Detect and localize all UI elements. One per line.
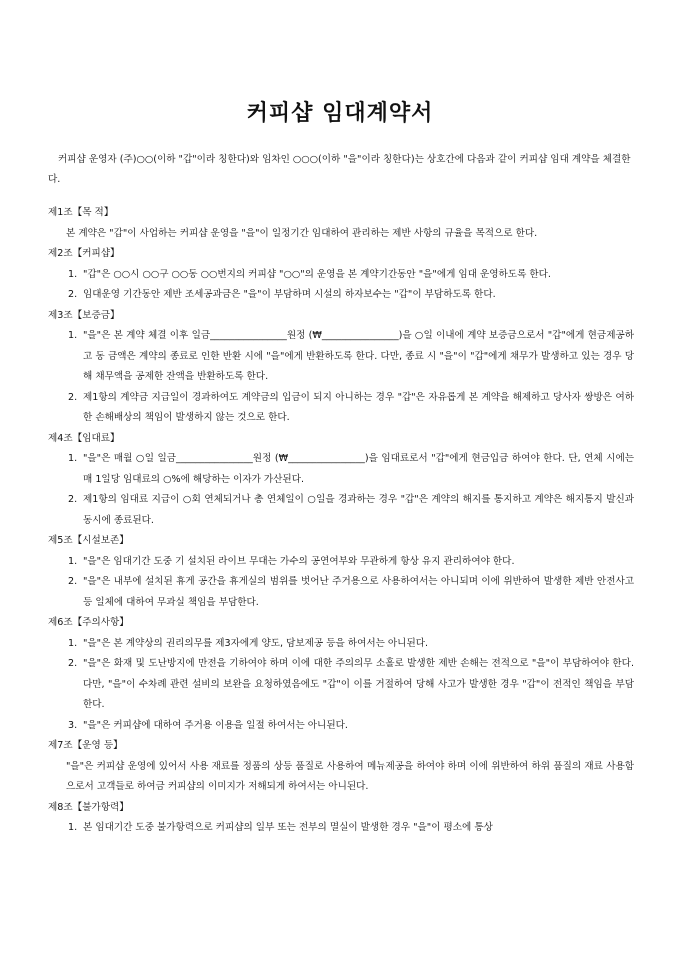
article-item [48, 572, 634, 613]
intro-paragraph: 커피샵 운영자 (주)○○(이하 "갑"이라 칭한다)와 임차인 ○○○(이하 "을"이라 칭한다)는 상호간에 다음과 같이 커피샵 임대 계약을 체결한다. [48, 154, 631, 185]
item-number: 1. [68, 330, 78, 341]
article-item [48, 552, 634, 573]
item-number: 2. [68, 576, 78, 587]
article-1 [48, 203, 634, 244]
item-text: 제1항의 임대료 지급이 ○회 연체되거나 총 연체일이 ○일을 경과하는 경우 "갑"은 계약의 해지를 통지하고 계약은 해지통지 발신과 동시에 종료된다. [83, 494, 634, 526]
document-title: 커피샵 임대계약서 [246, 101, 434, 126]
item-text: 본 임대기간 도중 불가항력으로 커피샵의 일부 또는 전부의 멸실이 발생한 경우 "을"이 평소에 통상 [83, 822, 493, 833]
item-text: 제1항의 계약금 지급일이 경과하여도 계약금의 입금이 되지 아니하는 경우 "갑"은 자유롭게 본 계약을 해제하고 당사자 쌍방은 여하한 손해배상의 책임이 발생하지 않는 것으로 한다. [83, 391, 634, 423]
item-number: 2. [68, 289, 78, 300]
item-number: 1. [68, 637, 78, 649]
article-4 [48, 429, 634, 532]
article-paragraph: "을"은 커피샵 운영에 있어서 사용 재료를 정품의 상등 품질로 사용하여 메뉴제공을 하여야 하며 이에 위반하여 하위 품질의 재료 사용함으로서 고객들로 하여금 커피샵의 이미지가 저해되게 하여서는 아니된다. [66, 760, 634, 792]
item-text: "을"은 화재 및 도난방지에 만전을 기하여야 하며 이에 대한 주의의무 소홀로 발생한 제반 손해는 전적으로 "을"이 부담하여야 한다. 다만, "을"이 수차례 관련 설비의 보완을 요청하였음에도 "갑"이 이를 거절하여 당해 사고가 발생한 경우 "갑"이 전적인 책임을 부담한다. [83, 658, 634, 710]
item-number: 3. [68, 719, 78, 731]
item-number: 1. [68, 453, 78, 464]
article-item [48, 818, 634, 839]
article-heading: 제1조【목 적】 [48, 207, 114, 218]
contract-body [48, 203, 634, 839]
article-heading: 제3조【보증금】 [48, 309, 120, 321]
item-text: "을"은 본 계약상의 권리의무를 제3자에게 양도, 담보제공 등을 하여서는 아니된다. [83, 637, 429, 649]
item-number: 1. [68, 555, 78, 567]
item-number: 1. [68, 822, 78, 833]
article-5 [48, 531, 634, 613]
article-3 [48, 306, 634, 429]
item-number: 2. [68, 494, 78, 505]
article-item [48, 490, 634, 531]
article-2 [48, 244, 634, 306]
article-6 [48, 613, 634, 736]
article-heading: 제5조【시설보존】 [48, 535, 129, 546]
item-number: 2. [68, 391, 78, 403]
item-text: "을"은 커피샵에 대하여 주거용 이용을 일절 하여서는 아니된다. [83, 719, 348, 731]
article-heading: 제2조【커피샵】 [48, 248, 120, 259]
item-text: "갑"은 ○○시 ○○구 ○○동 ○○번지의 커피샵 "○○"의 운영을 본 계약기간동안 "을"에게 임대 운영하도록 한다. [83, 268, 551, 280]
article-item [48, 285, 634, 306]
item-text: 임대운영 기간동안 제반 조세공과금은 "을"이 부담하며 시설의 하자보수는 "갑"이 부담하도록 한다. [83, 289, 496, 300]
article-item [48, 634, 634, 655]
item-text: "을"은 내부에 설치된 휴게 공간을 휴게실의 범위를 벗어난 주거용으로 사용하여서는 아니되며 이에 위반하여 발생한 제반 안전사고 등 일체에 대하여 무과실 책임을 부담한다. [83, 576, 634, 608]
article-item [48, 388, 634, 429]
article-item [48, 449, 634, 490]
item-text: "을"은 본 계약 체결 이후 일금________________원정 (₩________________)을 ○일 이내에 계약 보증금으로서 "갑"에게 현금제공하고 동 금액은 계약의 종료로 인한 반환 시에 "을"에게 반환하도록 한다. 다만, 종료 시 "을"이 "갑"에게 채무가 발생하고 있는 경우 당해 채무액을 공제한 잔액을 반환하도록 한다. [83, 330, 634, 382]
article-item [48, 326, 634, 388]
article-heading: 제7조【운영 등】 [48, 740, 123, 751]
item-number: 1. [68, 268, 78, 280]
article-paragraph: 본 계약은 "갑"이 사업하는 커피샵 운영을 "을"이 일정기간 임대하여 관리하는 제반 사항의 규율을 목적으로 한다. [66, 227, 538, 239]
item-text: "을"은 임대기간 도중 기 설치된 라이브 무대는 가수의 공연여부와 무관하게 항상 유지 관리하여야 한다. [83, 555, 515, 567]
article-7 [48, 736, 634, 798]
item-number: 2. [68, 658, 78, 669]
article-8 [48, 798, 634, 839]
article-item [48, 654, 634, 716]
article-item [48, 265, 634, 286]
article-heading: 제4조【임대료】 [48, 432, 120, 444]
article-item [48, 716, 634, 737]
article-heading: 제6조【주의사항】 [48, 617, 129, 628]
article-heading: 제8조【불가항력】 [48, 801, 129, 813]
item-text: "을"은 매월 ○일 일금________________원정 (₩________________)을 임대료로서 "갑"에게 현금입금 하여야 한다. 단, 연체 시에는 매 1일당 임대료의 ○%에 해당하는 이자가 가산된다. [83, 453, 634, 485]
